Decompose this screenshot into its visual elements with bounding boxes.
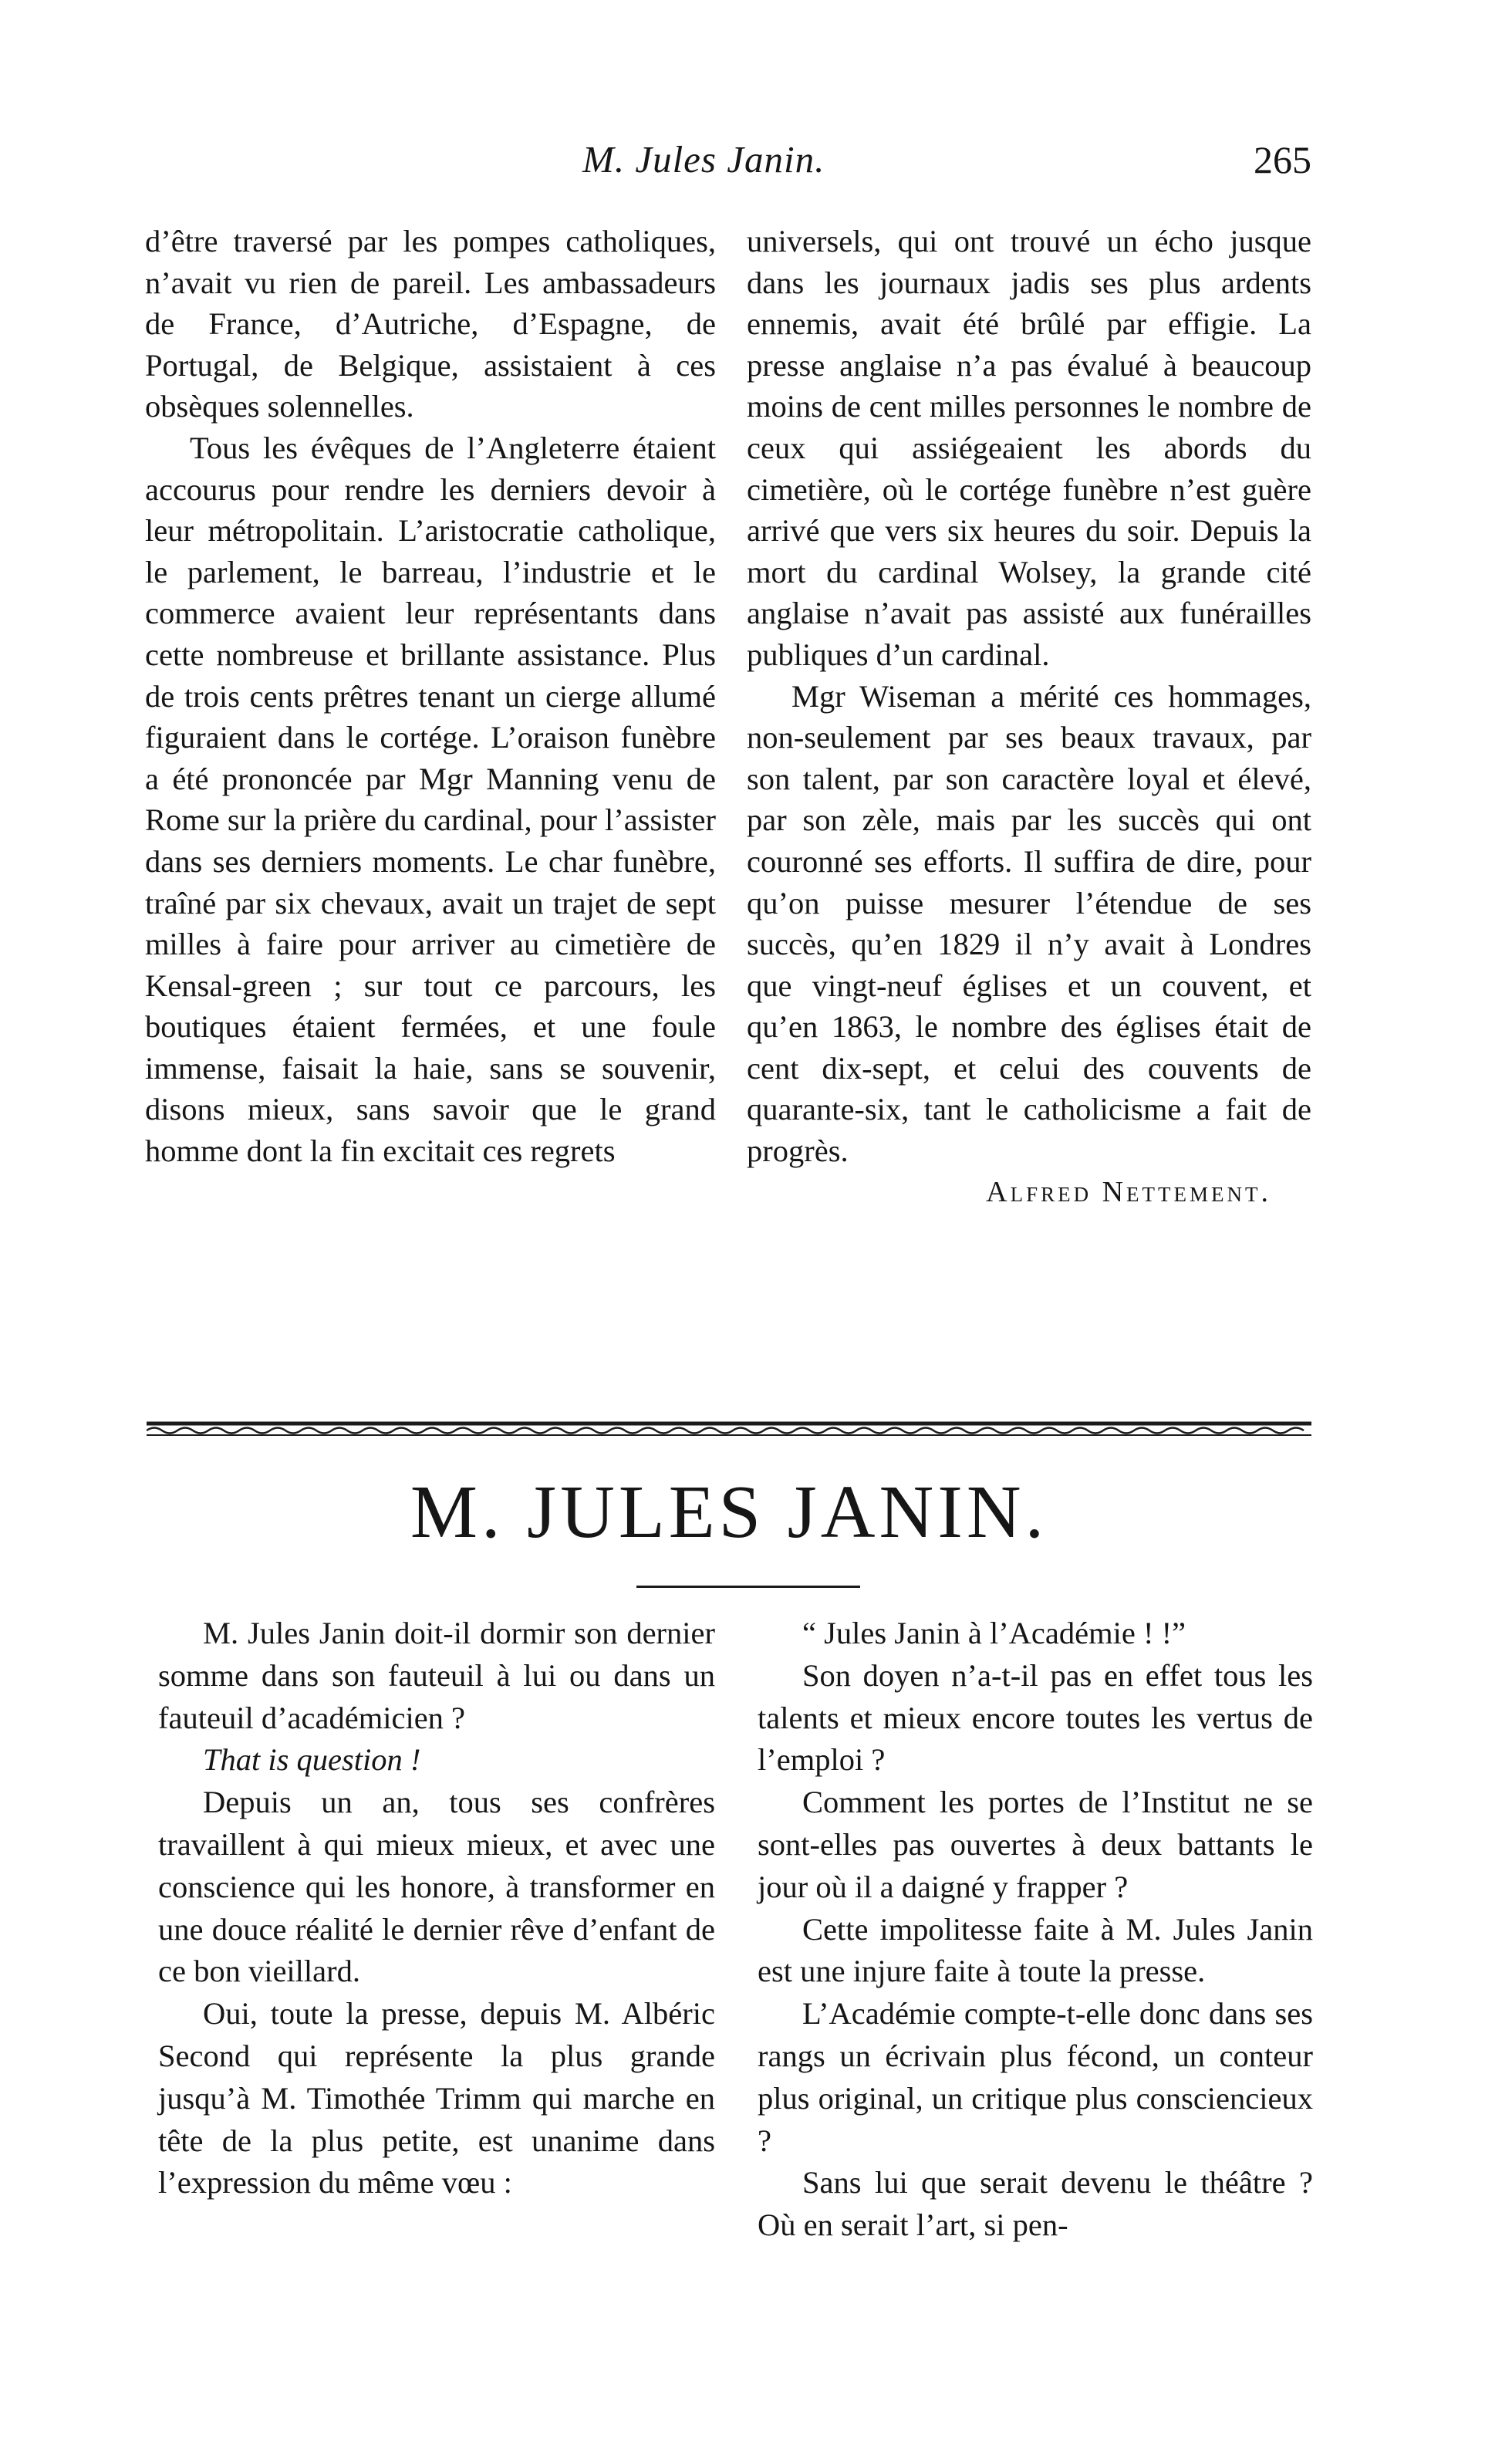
paragraph: Depuis un an, tous ses confrères travaillent à qui mieux mieux, et avec une conscience qui les honore, à transformer en une douce réalité le dernier rêve d’enfant de ce bon vieillard. <box>158 1785 715 1989</box>
paragraph: d’être traversé par les pompes catholiques, n’avait vu rien de pareil. Les ambassadeurs de France, d’Autriche, d’Espagne, de Portugal, de Belgique, assistaient à ces obsèques solennelles. <box>145 224 716 424</box>
article-title: M. JULES JANIN. <box>410 1471 1048 1554</box>
paragraph: universels, qui ont trouvé un écho jusque dans les journaux jadis ses plus ardents ennemis, avait été brûlé par effigie. La presse anglaise n’a pas évalué à beaucoup moins de cent milles personnes le nombre de ceux qui assiégeaient les abords du cimetière, où le cortége funèbre n’est guère arrivé que vers six heures du soir. Depuis la mort du cardinal Wolsey, la grande cité anglaise n’avait pas assisté aux funérailles publiques d’un cardinal. <box>747 224 1311 672</box>
paragraph: L’Académie compte-t-elle donc dans ses rangs un écrivain plus fécond, un conteur plus original, un critique plus consciencieux ? <box>758 1996 1313 2158</box>
previous-article-column-left <box>145 221 716 1172</box>
paragraph: Comment les portes de l’Institut ne se sont-elles pas ouvertes à deux battants le jour où il a daigné y frapper ? <box>758 1785 1313 1904</box>
paragraph: Oui, toute la presse, depuis M. Albéric Second qui représente la plus grande jusqu’à M. Timothée Trimm qui marche en tête de la plus petite, est unanime dans l’expression du même vœu : <box>158 1996 715 2201</box>
paragraph-italic: That is question ! <box>203 1742 421 1778</box>
title-underline-rule <box>636 1586 860 1588</box>
paragraph: Mgr Wiseman a mérité ces hommages, non-seulement par ses beaux travaux, par son talent, par son caractère loyal et élevé, par son zèle, mais par les succès qui ont couronné ses efforts. Il suffira de dire, pour qu’on puisse mesurer l’étendue de ses succès, qu’en 1829 il n’y avait à Londres que vingt-neuf églises et un couvent, et qu’en 1863, le nombre des églises était de cent dix-sept, et celui des couvents de quarante-six, tant le catholicisme a fait de progrès. <box>747 678 1311 1169</box>
paragraph: “ Jules Janin à l’Académie ! !” <box>802 1616 1186 1650</box>
article-column-right <box>758 1613 1313 2247</box>
paragraph: M. Jules Janin doit-il dormir son dernier somme dans son fauteuil à lui ou dans un fauteuil d’académicien ? <box>158 1616 715 1735</box>
running-head <box>147 137 1311 191</box>
page-number: 265 <box>1254 138 1311 181</box>
divider-ornament-icon <box>147 1418 1311 1438</box>
paragraph: Tous les évêques de l’Angleterre étaient accourus pour rendre les derniers devoir à leur métropolitain. L’aristocratie catholique, le parlement, le barreau, l’industrie et le commerce avaient leur représentants dans cette nombreuse et brillante assistance. Plus de trois cents prêtres tenant un cierge allumé figuraient dans le cortége. L’oraison funèbre a été prononcée par Mgr Manning venu de Rome sur la prière du cardinal, pour l’assister dans ses derniers moments. Le char funèbre, traîné par six chevaux, avait un trajet de sept milles à faire pour arriver au cimetière de Kensal-green ; sur tout ce parcours, les boutiques étaient fermées, et une foule immense, faisait la haie, sans se souvenir, disons mieux, sans savoir que le grand homme dont la fin excitait ces regrets <box>145 430 717 1169</box>
running-title: M. Jules Janin. <box>582 138 825 181</box>
section-divider-ornament <box>147 1418 1311 1438</box>
author-signature: Alfred Nettement. <box>986 1175 1271 1208</box>
paragraph: Son doyen n’a-t-il pas en effet tous les talents et mieux encore toutes les vertus de l’emploi ? <box>758 1657 1313 1778</box>
previous-article-column-right <box>747 221 1311 1213</box>
article-column-left <box>158 1613 715 2204</box>
paragraph: Sans lui que serait devenu le théâtre ? Où en serait l’art, si pen- <box>758 2165 1313 2243</box>
paragraph: Cette impolitesse faite à M. Jules Janin est une injure faite à toute la presse. <box>758 1911 1313 1989</box>
